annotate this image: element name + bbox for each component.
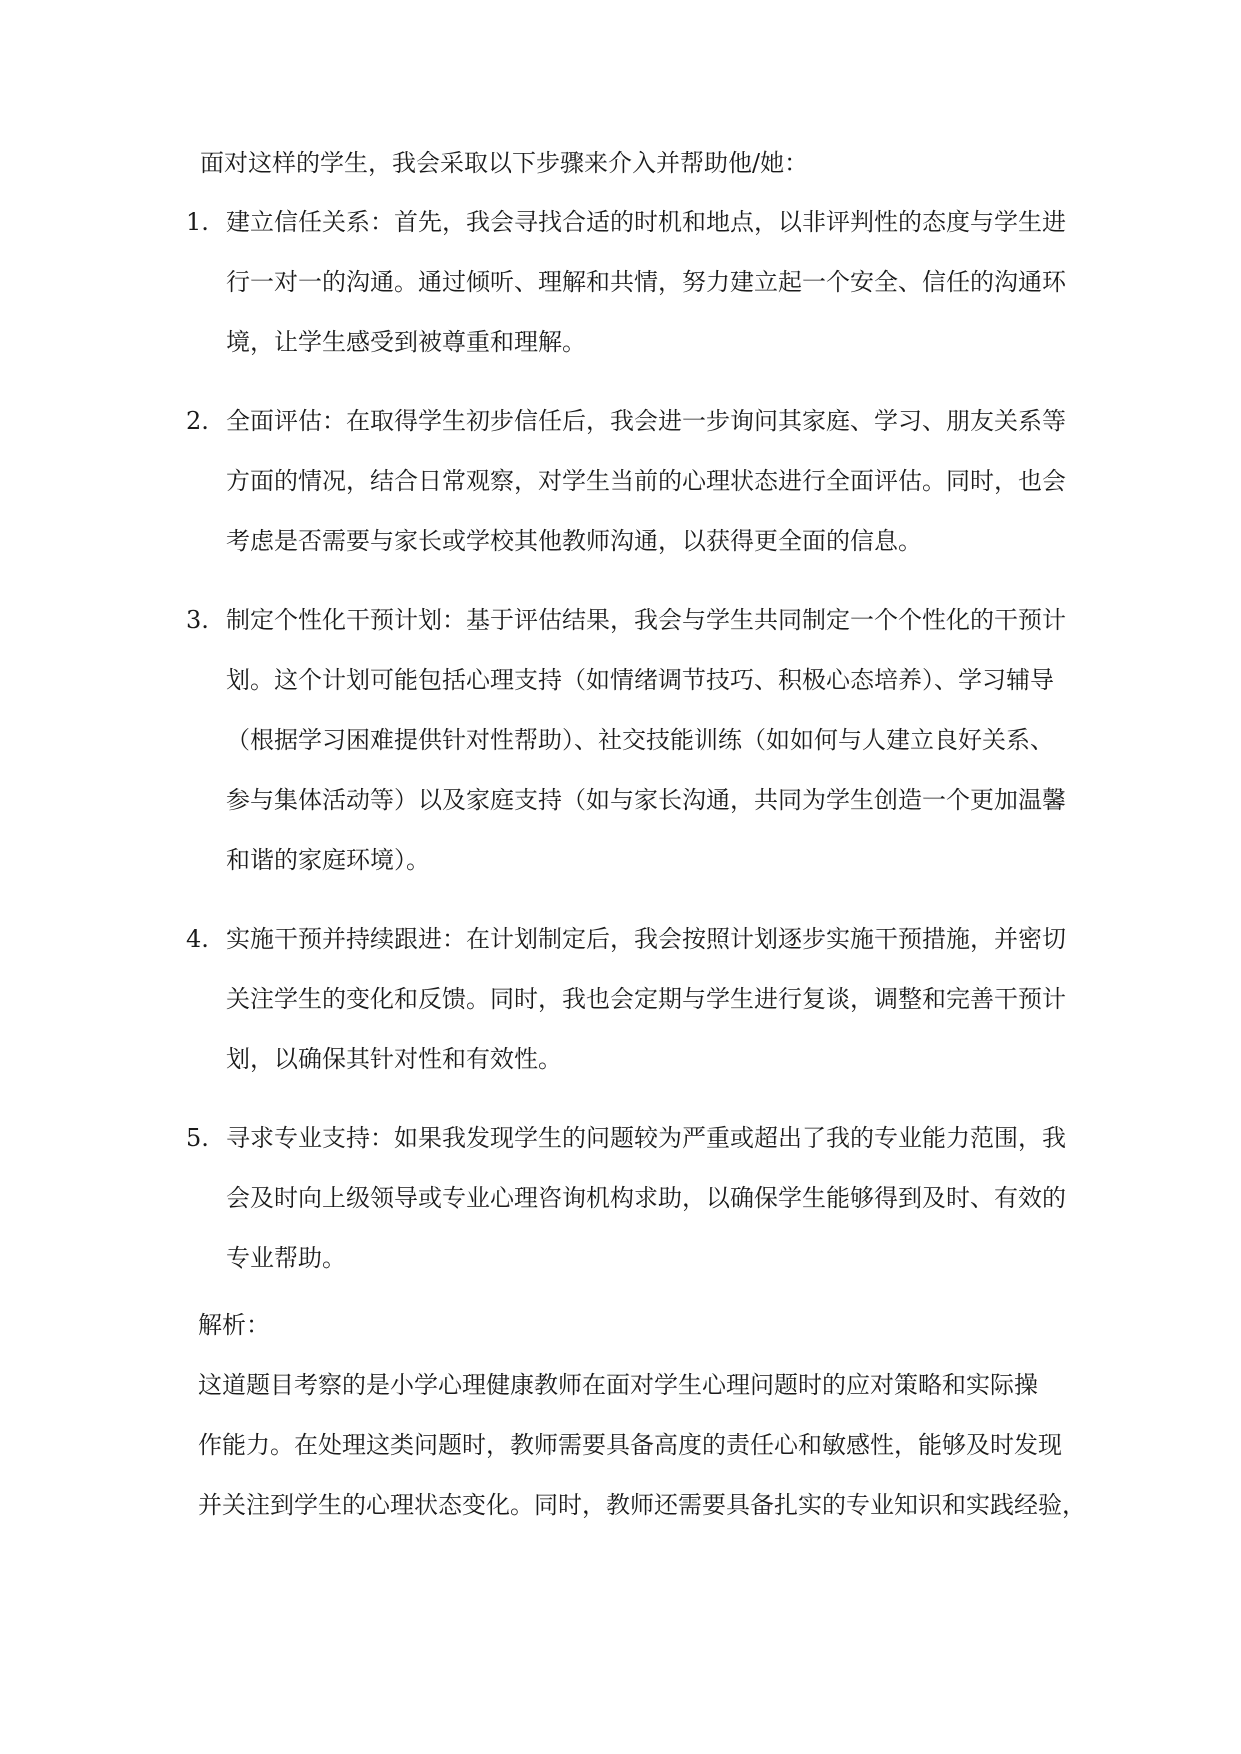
list-item-line: 行一对一的沟通。通过倾听、理解和共情，努力建立起一个安全、信任的沟通环 (226, 268, 1066, 296)
list-item-line: 划，以确保其针对性和有效性。 (226, 1045, 562, 1073)
analysis-heading: 解析： (198, 1311, 270, 1339)
list-item-number: 4. (186, 925, 209, 953)
list-item-number: 1. (186, 208, 209, 236)
list-item-line: 实施干预并持续跟进：在计划制定后，我会按照计划逐步实施干预措施，并密切 (226, 925, 1066, 953)
list-item-line: 专业帮助。 (226, 1244, 346, 1272)
list-item-line: 建立信任关系：首先，我会寻找合适的时机和地点，以非评判性的态度与学生进 (226, 208, 1066, 236)
analysis-line: 这道题目考察的是小学心理健康教师在面对学生心理问题时的应对策略和实际操 (198, 1371, 1038, 1399)
list-item-line: 制定个性化干预计划：基于评估结果，我会与学生共同制定一个个性化的干预计 (226, 606, 1066, 634)
list-item-number: 5. (186, 1124, 209, 1152)
list-item-line: 寻求专业支持：如果我发现学生的问题较为严重或超出了我的专业能力范围，我 (226, 1124, 1066, 1152)
list-item-line: 划。这个计划可能包括心理支持（如情绪调节技巧、积极心态培养）、学习辅导 (226, 666, 1054, 694)
list-item-line: 参与集体活动等）以及家庭支持（如与家长沟通，共同为学生创造一个更加温馨 (226, 786, 1066, 814)
list-item-number: 3. (186, 606, 209, 634)
list-item-line: 考虑是否需要与家长或学校其他教师沟通，以获得更全面的信息。 (226, 527, 922, 555)
list-item-line: 方面的情况，结合日常观察，对学生当前的心理状态进行全面评估。同时，也会 (226, 467, 1066, 495)
intro-paragraph: 面对这样的学生，我会采取以下步骤来介入并帮助他/她： (200, 149, 809, 177)
list-item-number: 2. (186, 407, 209, 435)
analysis-line: 并关注到学生的心理状态变化。同时，教师还需要具备扎实的专业知识和实践经验， (198, 1491, 1086, 1519)
list-item-line: 全面评估：在取得学生初步信任后，我会进一步询问其家庭、学习、朋友关系等 (226, 407, 1066, 435)
list-item-line: 关注学生的变化和反馈。同时，我也会定期与学生进行复谈，调整和完善干预计 (226, 985, 1066, 1013)
list-item-line: 和谐的家庭环境）。 (226, 846, 430, 874)
list-item-line: 境，让学生感受到被尊重和理解。 (226, 328, 586, 356)
analysis-line: 作能力。在处理这类问题时，教师需要具备高度的责任心和敏感性，能够及时发现 (198, 1431, 1062, 1459)
list-item-line: 会及时向上级领导或专业心理咨询机构求助，以确保学生能够得到及时、有效的 (226, 1184, 1066, 1212)
list-item-line: （根据学习困难提供针对性帮助）、社交技能训练（如如何与人建立良好关系、 (226, 726, 1054, 754)
